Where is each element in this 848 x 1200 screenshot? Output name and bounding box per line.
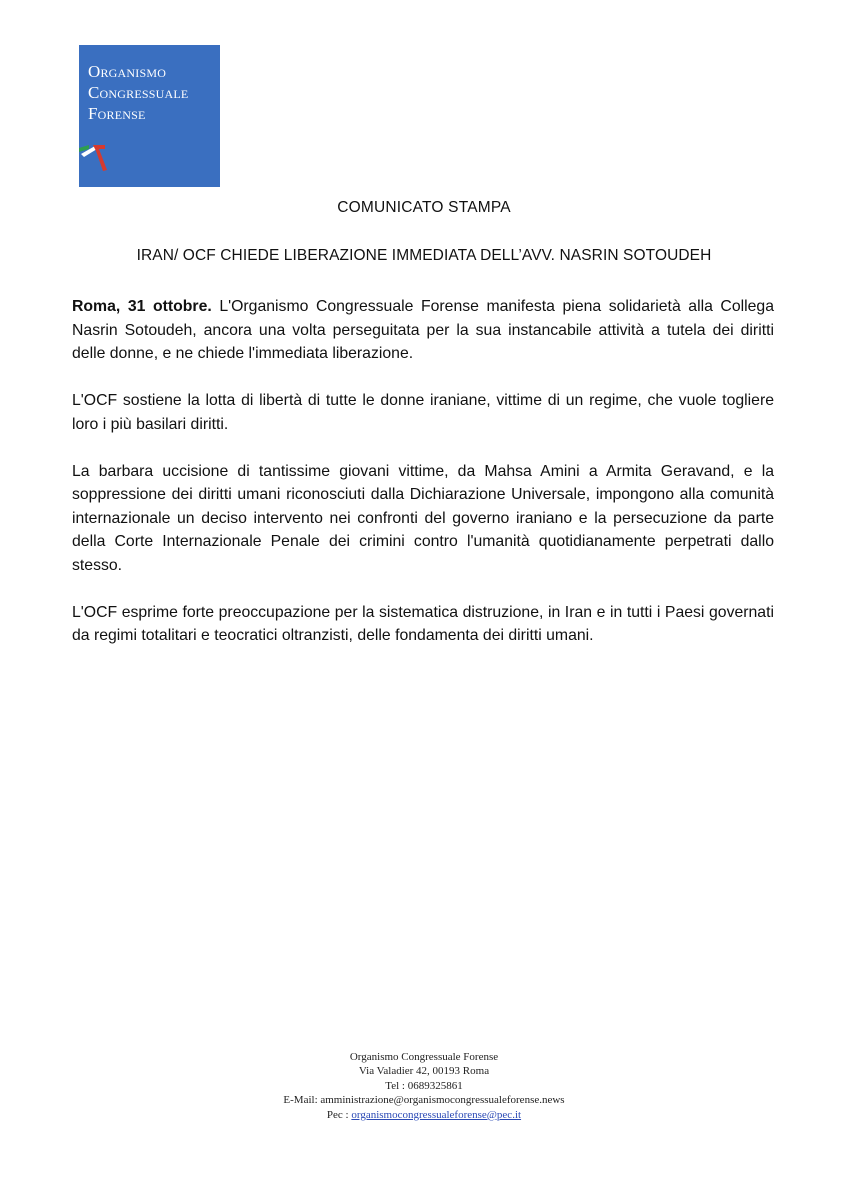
paragraph-1-text: L'Organismo Congressuale Forense manifesta piena solidarietà alla Collega Nasrin Sotoudeh, ancora una volta perseguitata per la sua instancabile attività a tutela dei diritti delle donne, e ne chiede l'immediata liberazione. bbox=[72, 298, 775, 362]
logo-line-1: Organismo bbox=[88, 62, 167, 81]
dateline: Roma, 31 ottobre. bbox=[72, 298, 212, 315]
tricolor-arrow-icon bbox=[79, 140, 119, 180]
footer-tel: Tel : 0689325861 bbox=[385, 1079, 463, 1092]
footer-address: Via Valadier 42, 00193 Roma bbox=[358, 1065, 490, 1078]
logo-text bbox=[88, 61, 188, 124]
press-release-body bbox=[72, 295, 774, 671]
footer-org: Organismo Congressuale Forense bbox=[349, 1051, 499, 1063]
kicker-heading: COMUNICATO STAMPA bbox=[337, 199, 511, 216]
logo-line-2: Congressuale bbox=[88, 83, 189, 102]
footer-pec-label: Pec : bbox=[326, 1108, 352, 1121]
paragraph-2: L'OCF sostiene la lotta di libertà di tutte le donne iraniane, vittime di un regime, che vuole togliere loro i più basilari diritti. bbox=[72, 392, 774, 433]
paragraph-4: L'OCF esprime forte preoccupazione per la sistematica distruzione, in Iran e in tutti i Paesi governati da regimi totalitari e teocratici oltranzisti, delle fondamenta dei diritti umani. bbox=[72, 603, 774, 644]
paragraph-3: La barbara uccisione di tantissime giovani vittime, da Mahsa Amini a Armita Geravand, e la soppressione dei diritti umani riconosciuti dalla Dichiarazione Universale, impongono alla comunità internazionale un deciso intervento nei confronti del governo iraniano e la persecuzione da parte della Corte Internazionale Penale dei crimini contro l'umanità quotidianamente perpetrati dallo stesso. bbox=[72, 462, 774, 574]
paragraph-1 bbox=[72, 295, 774, 366]
logo-red-stroke bbox=[93, 145, 107, 171]
logo-line-3: Forense bbox=[88, 104, 146, 123]
footer-email: E-Mail: amministrazione@organismocongressualeforense.news bbox=[283, 1094, 565, 1107]
page-title: IRAN/ OCF CHIEDE LIBERAZIONE IMMEDIATA DELL’AVV. NASRIN SOTOUDEH bbox=[136, 247, 712, 264]
ocf-logo bbox=[79, 45, 220, 187]
footer-contact bbox=[0, 1050, 848, 1122]
pec-email-link[interactable]: organismocongressualeforense@pec.it bbox=[351, 1108, 522, 1121]
footer-pec bbox=[0, 1108, 848, 1122]
